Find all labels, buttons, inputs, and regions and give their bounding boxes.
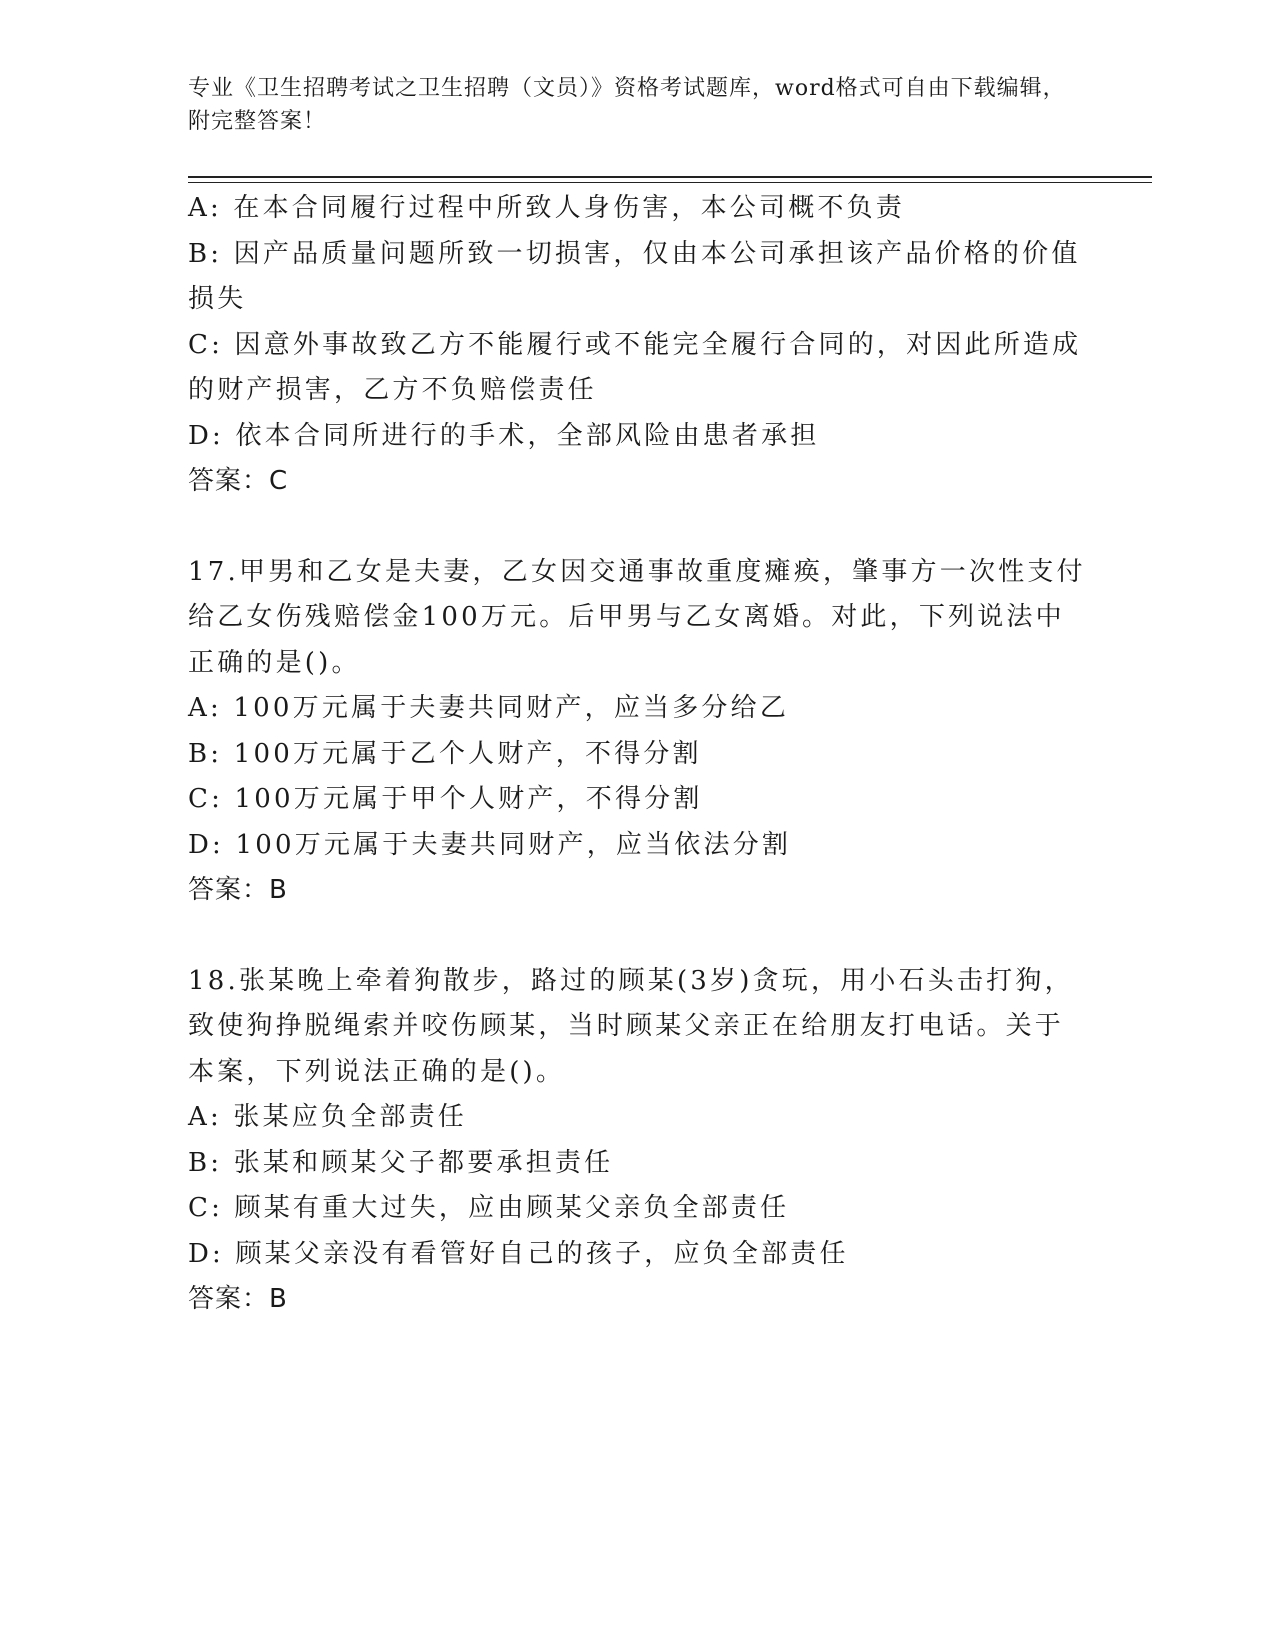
option-a: A: 在本合同履行过程中所致人身伤害，本公司概不负责 bbox=[188, 193, 906, 223]
question-stem-continued: 致使狗挣脱绳索并咬伤顾某，当时顾某父亲正在给朋友打电话。关于 bbox=[188, 1011, 1065, 1041]
question-18 bbox=[188, 959, 1088, 1323]
header-divider-thick bbox=[188, 176, 1152, 178]
option-b: B: 因产品质量问题所致一切损害，仅由本公司承担该产品价格的价值 bbox=[188, 238, 1081, 269]
answer-line: 答案：B bbox=[188, 1284, 288, 1314]
question-stem-continued: 本案，下列说法正确的是()。 bbox=[188, 1056, 566, 1087]
question-17 bbox=[188, 550, 1088, 914]
option-c: C: 100万元属于甲个人财产，不得分割 bbox=[188, 784, 703, 814]
option-d: D: 依本合同所进行的手术，全部风险由患者承担 bbox=[188, 420, 820, 451]
question-stem-continued: 正确的是()。 bbox=[188, 647, 361, 678]
option-a: A: 张某应负全部责任 bbox=[188, 1102, 468, 1132]
option-c-continued: 的财产损害，乙方不负赔偿责任 bbox=[188, 375, 597, 405]
answer-line: 答案：B bbox=[188, 875, 288, 905]
question-stem-continued: 给乙女伤残赔偿金100万元。后甲男与乙女离婚。对此，下列说法中 bbox=[188, 602, 1065, 632]
question-list bbox=[188, 186, 1088, 1323]
option-c: C: 因意外事故致乙方不能履行或不能完全履行合同的，对因此所造成 bbox=[188, 329, 1082, 360]
option-d: D: 顾某父亲没有看管好自己的孩子，应负全部责任 bbox=[188, 1238, 849, 1269]
answer-line: 答案：C bbox=[188, 466, 289, 496]
header-divider-thin bbox=[188, 182, 1152, 183]
option-b: B: 100万元属于乙个人财产，不得分割 bbox=[188, 738, 702, 769]
question-16-options bbox=[188, 186, 1088, 505]
document-header: 专业《卫生招聘考试之卫生招聘（文员）》资格考试题库，word格式可自由下载编辑，附完整答案！ bbox=[188, 76, 1066, 134]
option-c: C: 顾某有重大过失，应由顾某父亲负全部责任 bbox=[188, 1193, 790, 1223]
question-stem: 18.张某晚上牵着狗散步，路过的顾某(3岁)贪玩，用小石头击打狗， bbox=[188, 965, 1074, 996]
option-b-continued: 损失 bbox=[188, 284, 247, 314]
question-stem: 17.甲男和乙女是夫妻，乙女因交通事故重度瘫痪，肇事方一次性支付 bbox=[188, 556, 1086, 587]
option-d: D: 100万元属于夫妻共同财产，应当依法分割 bbox=[188, 829, 792, 860]
option-a: A: 100万元属于夫妻共同财产，应当多分给乙 bbox=[188, 693, 790, 723]
option-b: B: 张某和顾某父子都要承担责任 bbox=[188, 1147, 614, 1178]
